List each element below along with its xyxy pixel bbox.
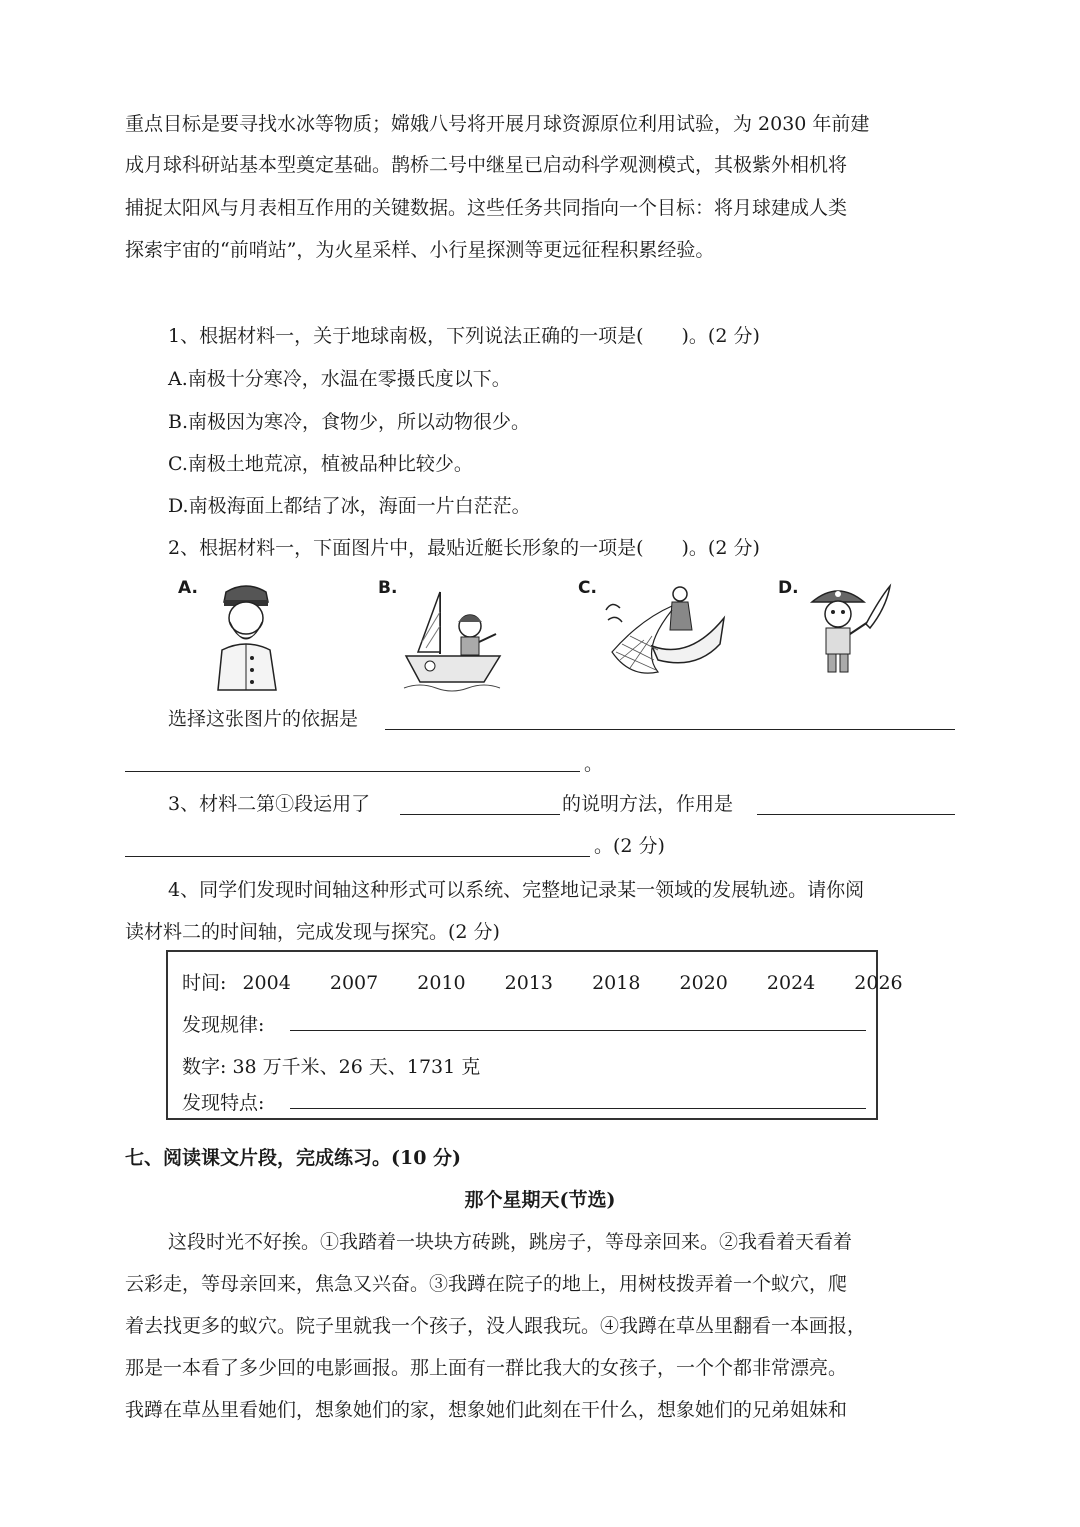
year-2010: 2010 <box>417 972 466 994</box>
question-1-option-c: C.南极土地荒凉，植被品种比较少。 <box>168 453 473 475</box>
question-2-stem: 2、根据材料一，下面图片中，最贴近艇长形象的一项是( )。(2 分) <box>168 537 760 559</box>
question-3-part-2: 的说明方法，作用是 <box>562 793 734 815</box>
question-1-option-b: B.南极因为寒冷，食物少，所以动物很少。 <box>168 411 531 433</box>
picture-option-c <box>578 578 728 693</box>
picture-option-a <box>178 578 298 693</box>
passage-line-4: 那是一本看了多少回的电影画报。那上面有一群比我大的女孩子，一个个都非常漂亮。 <box>125 1357 848 1379</box>
passage-line-2: 云彩走，等母亲回来，焦急又兴奋。③我蹲在院子的地上，用树枝拨弄着一个蚁穴，爬 <box>125 1273 848 1295</box>
picture-a-label: A. <box>178 578 198 598</box>
picture-reason-answer-line-2[interactable] <box>125 771 580 772</box>
time-label: 时间: <box>182 972 227 994</box>
picture-b-label: B. <box>378 578 398 598</box>
question-1-stem: 1、根据材料一，关于地球南极，下列说法正确的一项是( )。(2 分) <box>168 325 760 347</box>
year-2013: 2013 <box>504 972 554 994</box>
feature-label: 发现特点: <box>182 1092 265 1114</box>
question-1-option-d: D.南极海面上都结了冰，海面一片白茫茫。 <box>168 495 531 517</box>
year-2018: 2018 <box>592 972 641 994</box>
year-2007: 2007 <box>329 972 379 994</box>
passage-line-3: 着去找更多的蚁穴。院子里就我一个孩子，没人跟我玩。④我蹲在草丛里翻看一本画报， <box>125 1315 867 1337</box>
timeline-box <box>166 950 903 1120</box>
q3-method-answer-line[interactable] <box>400 814 560 815</box>
rule-label: 发现规律: <box>182 1014 265 1036</box>
numbers-text: 数字: 38 万千米、26 天、1731 克 <box>182 1056 481 1078</box>
year-2026: 2026 <box>854 972 903 994</box>
paper-boat-boy-icon <box>400 582 510 692</box>
intro-line-4: 探索宇宙的“前哨站”，为火星采样、小行星探测等更远征程积累经验。 <box>125 239 715 261</box>
captain-illustration-icon <box>196 578 296 693</box>
passage-title: 那个星期天(节选) <box>464 1189 616 1211</box>
rule-answer-line[interactable] <box>290 1030 866 1031</box>
pirate-kid-icon <box>798 578 898 678</box>
question-4-line-2: 读材料二的时间轴，完成发现与探究。(2 分) <box>125 921 500 943</box>
q3-effect-answer-line-2[interactable] <box>125 856 590 857</box>
intro-line-2: 成月球科研站基本型奠定基础。鹊桥二号中继星已启动科学观测模式，其极紫外相机将 <box>125 154 848 176</box>
year-2024: 2024 <box>766 972 816 994</box>
passage-line-5: 我蹲在草丛里看她们，想象她们的家，想象她们此刻在干什么，想象她们的兄弟姐妹和 <box>125 1399 848 1421</box>
picture-option-d <box>778 578 898 693</box>
year-2020: 2020 <box>679 972 728 994</box>
picture-reason-label: 选择这张图片的依据是 <box>168 708 359 730</box>
intro-line-1: 重点目标是要寻找水冰等物质；嫦娥八号将开展月球资源原位利用试验，为 2030 年前建 <box>125 113 870 135</box>
question-3-part-1: 3、材料二第①段运用了 <box>168 793 371 815</box>
passage-line-1: 这段时光不好挨。①我踏着一块块方砖跳，跳房子，等母亲回来。②我看着天看着 <box>168 1231 853 1253</box>
intro-line-3: 捕捉太阳风与月表相互作用的关键数据。这些任务共同指向一个目标：将月球建成人类 <box>125 197 848 219</box>
question-1-option-a: A.南极十分寒冷，水温在零摄氏度以下。 <box>168 368 511 390</box>
picture-option-b <box>378 578 508 693</box>
question-4-line-1: 4、同学们发现时间轴这种形式可以系统、完整地记录某一领域的发展轨迹。请你阅 <box>168 879 865 901</box>
picture-d-label: D. <box>778 578 799 598</box>
picture-reason-answer-line-1[interactable] <box>385 729 955 730</box>
feature-answer-line[interactable] <box>290 1108 866 1109</box>
picture-c-label: C. <box>578 578 597 598</box>
year-2004: 2004 <box>242 972 291 994</box>
section-7-heading: 七、阅读课文片段，完成练习。(10 分) <box>125 1147 462 1169</box>
q3-effect-answer-line-1[interactable] <box>757 814 955 815</box>
timeline-years-row <box>182 968 936 995</box>
question-3-end: 。(2 分) <box>594 835 665 857</box>
fisherman-net-icon <box>600 580 730 680</box>
picture-reason-end: 。 <box>584 753 604 775</box>
